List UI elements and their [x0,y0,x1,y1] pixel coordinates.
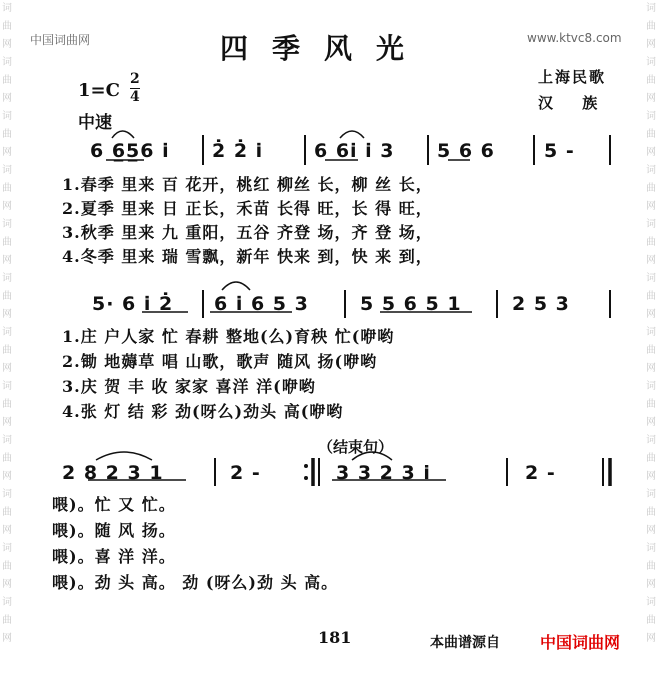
time-signature-top: 2 [130,71,140,87]
side-watermark-char: 网 [2,417,12,428]
side-watermark-char: 网 [2,201,12,212]
watermark-url: www.ktvc8.com [527,31,622,45]
source-label: 本曲谱源自 [430,635,500,651]
side-watermark-char: 曲 [646,561,656,572]
side-watermark-char: 词 [2,543,12,554]
system2-measure-2: 6 i̇ 6 5 3 [214,293,309,315]
repeat-dot [304,476,308,480]
side-watermark-char: 词 [2,435,12,446]
side-watermark-char: 曲 [2,21,12,32]
system2-lyric-verse-3: 3.庆 贺 丰 收 家家 喜洋 洋(咿哟 [62,377,316,396]
system3-lyric-verse-1: 喂)。忙 又 忙。 [52,495,176,514]
side-watermark-char: 曲 [646,21,656,32]
tempo-marking: 中速 [78,113,112,133]
side-watermark-char: 网 [2,471,12,482]
side-watermark-char: 词 [646,381,656,392]
system3-lyric-verse-2: 喂)。随 风 扬。 [52,521,176,540]
side-watermark-char: 网 [646,201,656,212]
side-watermark-char: 词 [646,435,656,446]
side-watermark-char: 曲 [646,237,656,248]
side-watermark-char: 曲 [646,291,656,302]
system2-measure-4: 2 5 3 [512,293,570,315]
side-watermark-char: 网 [646,633,656,644]
system2-lyric-verse-2: 2.锄 地薅草 唱 山歌，歌声 随风 扬(咿哟 [62,352,378,371]
slur-arc [340,131,364,138]
side-watermark-char: 曲 [2,129,12,140]
system1-measure-3: 6 6i̇ i̇ 3 [314,140,395,162]
watermark-site-name: 中国词曲网 [30,33,91,47]
side-watermark-char: 词 [2,3,12,14]
system3-measure-4: 2 - [525,462,556,484]
side-watermark-char: 网 [2,255,12,266]
system2-lyric-verse-1: 1.庄 户人家 忙 春耕 整地(么)育秧 忙(咿哟 [62,327,395,346]
song-ethnicity: 汉 族 [538,94,598,112]
side-watermark-char: 曲 [2,453,12,464]
system1-measure-2: 2̇ 2̇ i̇ [212,140,264,162]
repeat-dot [304,464,308,468]
side-watermark-char: 词 [2,489,12,500]
side-watermark-char: 网 [646,147,656,158]
system1-lyric-verse-3: 3.秋季 里来 九 重阳，五谷 齐登 场，齐 登 场， [62,223,433,242]
side-watermark-char: 网 [2,93,12,104]
side-watermark-char: 曲 [2,615,12,626]
system1-lyric-verse-4: 4.冬季 里来 瑞 雪飘，新年 快来 到，快 来 到， [62,247,433,266]
side-watermark-char: 词 [646,273,656,284]
side-watermark-char: 词 [2,273,12,284]
side-watermark-char: 词 [2,327,12,338]
side-watermark-char: 曲 [646,345,656,356]
side-watermark-char: 曲 [2,345,12,356]
system2-measure-3: 5 5 6 5 1 [360,293,462,315]
side-watermark-char: 词 [646,489,656,500]
side-watermark-char: 词 [2,111,12,122]
system1-measure-5: 5 - [544,140,575,162]
side-watermark-char: 网 [2,525,12,536]
side-watermark-char: 词 [2,597,12,608]
system3-measure-1: 2 8 2 3 1 [62,462,164,484]
side-watermark-char: 曲 [646,507,656,518]
system3-lyric-verse-3: 喂)。喜 洋 洋。 [52,547,176,566]
side-watermark-char: 词 [646,57,656,68]
slur-arc [96,452,152,460]
song-title: 四季风光 [220,32,429,65]
side-watermark-char: 网 [646,417,656,428]
side-watermark-char: 网 [646,309,656,320]
system3-measure-3: 3 3 2 3 i [336,462,431,484]
side-watermark-char: 网 [646,93,656,104]
side-watermark-char: 曲 [646,183,656,194]
side-watermark-char: 网 [2,363,12,374]
side-watermark-char: 曲 [2,75,12,86]
side-watermark-char: 网 [646,471,656,482]
side-watermark-char: 网 [2,309,12,320]
side-watermark-char: 词 [2,165,12,176]
side-watermark-char: 词 [646,327,656,338]
side-watermark-char: 词 [646,3,656,14]
side-watermark-char: 曲 [2,291,12,302]
side-watermark-char: 词 [646,111,656,122]
side-watermark-char: 网 [646,255,656,266]
side-watermark-char: 曲 [646,615,656,626]
side-watermark-char: 词 [646,597,656,608]
system1-measure-4: 5 6 6 [437,140,495,162]
side-watermark-char: 曲 [2,183,12,194]
side-watermark-char: 网 [2,147,12,158]
slur-arc [112,131,134,138]
side-watermark-char: 网 [646,579,656,590]
side-watermark-char: 曲 [646,129,656,140]
time-signature-bottom: 4 [130,89,140,105]
system1-lyric-verse-2: 2.夏季 里来 日 正长，禾苗 长得 旺，长 得 旺， [62,199,433,218]
side-watermark-char: 曲 [2,507,12,518]
system1-measure-1: 6 6̲5̲6 i̇ [90,140,170,162]
side-watermark-char: 网 [646,39,656,50]
side-watermark-char: 曲 [2,399,12,410]
source-site-link[interactable]: 中国词曲网 [540,633,621,652]
system3-measure-2: 2 - [230,462,261,484]
side-watermark-char: 曲 [2,561,12,572]
system3-lyric-verse-4: 喂)。劲 头 高。 劲 (呀么)劲 头 高。 [52,573,339,592]
side-watermark-char: 网 [2,39,12,50]
side-watermark-char: 词 [646,219,656,230]
side-watermark-char: 曲 [646,75,656,86]
side-watermark-char: 词 [2,381,12,392]
side-watermark-char: 网 [2,579,12,590]
system2-measure-1: 5· 6 i̇ 2̇ [92,293,174,315]
system2-lyric-verse-4: 4.张 灯 结 彩 劲(呀么)劲头 高(咿哟 [62,402,344,421]
ending-label: （结束句） [318,438,394,456]
side-watermark-char: 词 [646,165,656,176]
side-watermark-char: 曲 [2,237,12,248]
slur-arc [222,282,250,290]
side-watermark-char: 网 [646,363,656,374]
song-origin: 上海民歌 [538,68,607,86]
system1-lyric-verse-1: 1.春季 里来 百 花开，桃红 柳丝 长，柳 丝 长， [62,175,433,194]
side-watermark-char: 词 [2,219,12,230]
key-signature: 1=C [78,80,120,101]
page-number: 181 [318,628,352,647]
side-watermark-char: 网 [646,525,656,536]
side-watermark-char: 词 [2,57,12,68]
side-watermark-char: 网 [2,633,12,644]
side-watermark-char: 曲 [646,399,656,410]
side-watermark-char: 曲 [646,453,656,464]
side-watermark-char: 词 [646,543,656,554]
